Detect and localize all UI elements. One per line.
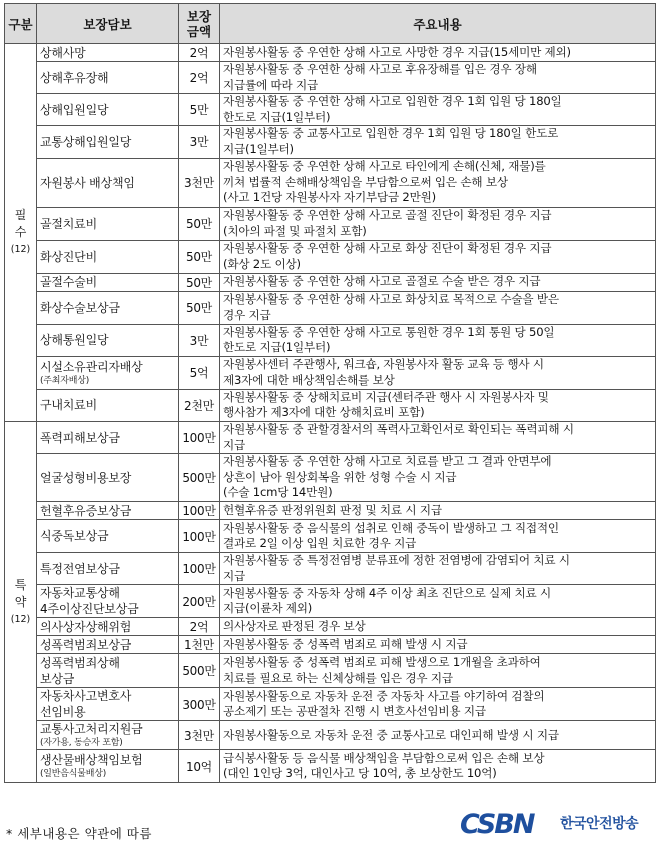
coverage-name-line: 폭력피해보상금 [40, 430, 120, 445]
coverage-name-line: 자동차교통상해 [40, 586, 120, 601]
description-line: 지급 [223, 568, 245, 583]
coverage-row [5, 636, 656, 654]
coverage-row [5, 62, 656, 94]
group-label: 특 [14, 577, 27, 592]
description-line: 자원봉사활동 중 우연한 상해 사고로 후유장해를 입은 경우 장해 [223, 62, 537, 76]
description-line: 자원봉사활동 중 우연한 상해 사고로 타인에게 손해(신체, 재물)를 [223, 159, 546, 174]
coverage-description [220, 44, 656, 62]
coverage-row [5, 324, 656, 356]
description-line: 자원봉사활동 중 우연한 상해 사고로 골절 진단이 확정된 경우 지급 [223, 207, 552, 222]
coverage-row [5, 721, 656, 750]
coverage-amount: 500만 [179, 654, 220, 688]
coverage-amount: 500만 [179, 454, 220, 502]
coverage-description [220, 553, 656, 585]
coverage-name-line: 상해사망 [40, 45, 86, 60]
description-line: 공소제기 또는 공판절차 진행 시 변호사선임비용 지급 [223, 704, 486, 719]
coverage-name-line: 교통상해입원일당 [40, 134, 132, 149]
coverage-amount: 100만 [179, 553, 220, 585]
coverage-name-line: 식중독보상금 [40, 529, 109, 544]
coverage-description [220, 421, 656, 453]
coverage-name [37, 356, 179, 389]
coverage-row [5, 553, 656, 585]
coverage-description [220, 502, 656, 520]
coverage-amount: 50만 [179, 291, 220, 324]
group-label: 약 [14, 594, 27, 609]
coverage-amount: 100만 [179, 520, 220, 553]
coverage-description [220, 158, 656, 207]
coverage-name-line: 화상수술보상금 [40, 300, 120, 315]
coverage-row [5, 158, 656, 207]
coverage-name [37, 721, 179, 750]
description-line: 끼쳐 법률적 손해배상책임을 부담함으로써 입은 손해 보상 [223, 174, 508, 189]
coverage-description [220, 94, 656, 126]
header-amount: 보장 금액 [179, 4, 220, 44]
description-line: 자원봉사활동 중 특정전염병 분류표에 정한 전염병에 감염되어 치료 시 [223, 553, 570, 568]
coverage-name [37, 750, 179, 783]
description-line: 자원봉사활동 중 성폭력 범죄로 피해 발생 시 지급 [223, 637, 468, 652]
description-line: 자원봉사활동 중 성폭력 범죄로 피해 발생으로 1개월을 초과하여 [223, 655, 541, 670]
coverage-amount: 2천만 [179, 389, 220, 421]
coverage-row [5, 240, 656, 273]
header-group: 구분 [5, 4, 37, 44]
description-line: 자원봉사활동으로 자동차 운전 중 자동차 사고를 야기하여 검찰의 [223, 688, 545, 703]
coverage-row [5, 44, 656, 62]
coverage-description [220, 126, 656, 158]
coverage-name-note: (주최자배상) [40, 375, 90, 386]
coverage-description [220, 273, 656, 291]
coverage-amount: 300만 [179, 688, 220, 721]
coverage-name-line: 상해통원일당 [40, 333, 109, 348]
coverage-row [5, 389, 656, 421]
broadcaster-logo [460, 809, 638, 837]
coverage-row [5, 520, 656, 553]
coverage-amount: 1천만 [179, 636, 220, 654]
coverage-name [37, 585, 179, 618]
coverage-description [220, 207, 656, 240]
description-line: 한도로 지급(1일부터) [223, 109, 331, 124]
coverage-description [220, 240, 656, 273]
group-label: 필 [14, 207, 27, 222]
coverage-description [220, 636, 656, 654]
description-line: 헌혈후유증 판정위원회 판정 및 치료 시 지급 [223, 502, 442, 517]
coverage-name-line: 특정전염보상금 [40, 561, 120, 576]
coverage-name-note: (일반음식물배상) [40, 769, 107, 780]
coverage-amount: 3만 [179, 324, 220, 356]
description-line: 자원봉사활동 중 우연한 상해 사고로 화상치료 목적으로 수술을 받은 [223, 291, 559, 306]
coverage-name-note: (자가용, 동승자 포함) [40, 738, 123, 749]
coverage-name-line: 자동차사고변호사 [40, 689, 132, 704]
coverage-name-line: 상해후유장해 [40, 70, 109, 85]
coverage-amount: 50만 [179, 207, 220, 240]
coverage-name [37, 421, 179, 453]
broadcaster-name: 한국안전방송 [560, 816, 639, 832]
coverage-name-line: 생산물배상책임보험 [40, 753, 143, 768]
coverage-description [220, 356, 656, 389]
group-cell [5, 421, 37, 782]
coverage-row [5, 618, 656, 636]
coverage-name-line: 성폭력범죄보상금 [40, 637, 132, 652]
group-cell [5, 44, 37, 422]
coverage-row [5, 356, 656, 389]
coverage-description [220, 750, 656, 783]
coverage-row [5, 654, 656, 688]
coverage-amount: 50만 [179, 273, 220, 291]
coverage-name-line: 구내치료비 [40, 398, 97, 413]
header-name: 보장담보 [37, 4, 179, 44]
coverage-name-line: 교통사고처리지원금 [40, 722, 143, 737]
description-line: (화상 2도 이상) [223, 256, 301, 271]
coverage-row [5, 585, 656, 618]
coverage-name [37, 454, 179, 502]
description-line: 의사상자로 판정된 경우 보상 [223, 619, 366, 634]
description-line: (대인 1인당 3억, 대인사고 당 10억, 총 보상한도 10억) [223, 766, 497, 781]
coverage-name-line: 골절치료비 [40, 216, 97, 231]
description-line: (사고 1건당 자원봉사자 자기부담금 2만원) [223, 190, 436, 205]
coverage-row [5, 688, 656, 721]
coverage-description [220, 585, 656, 618]
coverage-name-line: 골절수술비 [40, 275, 97, 290]
coverage-description [220, 389, 656, 421]
coverage-row [5, 421, 656, 453]
description-line: 경우 지급 [223, 307, 271, 322]
coverage-amount: 200만 [179, 585, 220, 618]
coverage-row [5, 454, 656, 502]
description-line: 제3자에 대한 배상책임손해를 보상 [223, 372, 395, 387]
description-line: 상흔이 남아 원상회복을 위한 성형 수술 시 지급 [223, 469, 457, 484]
description-line: 자원봉사활동 중 음식물의 섭취로 인해 중독이 발생하고 그 직접적인 [223, 520, 559, 535]
coverage-name [37, 389, 179, 421]
group-label: 수 [14, 224, 27, 239]
description-line: 자원봉사활동 중 자동차 상해 4주 이상 최초 진단으로 실제 치료 시 [223, 585, 552, 600]
description-line: 자원봉사활동 중 상해치료비 지급(센터주관 행사 시 자원봉사자 및 [223, 389, 549, 404]
coverage-amount: 10억 [179, 750, 220, 783]
coverage-name [37, 291, 179, 324]
coverage-row [5, 750, 656, 783]
coverage-amount: 3만 [179, 126, 220, 158]
coverage-amount: 3천만 [179, 158, 220, 207]
coverage-name-line: 얼굴성형비용보장 [40, 470, 132, 485]
coverage-amount: 2억 [179, 618, 220, 636]
description-line: 자원봉사활동 중 교통사고로 입원한 경우 1회 입원 당 180일 한도로 [223, 126, 559, 141]
coverage-name-line: 상해입원일당 [40, 102, 109, 117]
description-line: 지급(1일부터) [223, 141, 294, 156]
coverage-amount: 5만 [179, 94, 220, 126]
coverage-amount: 3천만 [179, 721, 220, 750]
coverage-row [5, 273, 656, 291]
header-desc: 주요내용 [220, 4, 656, 44]
description-line: 자원봉사활동 중 우연한 상해 사고로 화상 진단이 확정된 경우 지급 [223, 240, 552, 255]
description-line: 지급(이륜차 제외) [223, 601, 313, 616]
coverage-name [37, 502, 179, 520]
coverage-description [220, 454, 656, 502]
coverage-amount: 2억 [179, 44, 220, 62]
coverage-table [4, 3, 656, 783]
description-line: (수술 1cm당 14만원) [223, 485, 333, 500]
coverage-amount: 100만 [179, 502, 220, 520]
coverage-name [37, 62, 179, 94]
description-line: 자원봉사활동 중 우연한 상해 사고로 사망한 경우 지급(15세미만 제외) [223, 44, 571, 59]
coverage-name [37, 618, 179, 636]
coverage-name-line: 자원봉사 배상책임 [40, 175, 135, 190]
description-line: 자원봉사활동으로 자동차 운전 중 교통사고로 대인피해 발생 시 지급 [223, 727, 559, 742]
coverage-description [220, 721, 656, 750]
coverage-amount: 2억 [179, 62, 220, 94]
coverage-row [5, 126, 656, 158]
coverage-row [5, 207, 656, 240]
header-row [5, 4, 656, 44]
coverage-description [220, 654, 656, 688]
coverage-row [5, 502, 656, 520]
description-line: 자원봉사활동 중 관할경찰서의 폭력사고확인서로 확인되는 폭력피해 시 [223, 421, 574, 436]
coverage-name-line: 헌혈후유증보상금 [40, 503, 132, 518]
coverage-row [5, 291, 656, 324]
description-line: 자원봉사활동 중 우연한 상해 사고로 입원한 경우 1회 입원 당 180일 [223, 94, 562, 109]
svg-text:CSBN: CSBN [460, 809, 534, 837]
description-line: 자원봉사활동 중 우연한 상해 사고로 통원한 경우 1회 통원 당 50일 [223, 324, 555, 339]
coverage-name-line: 4주이상진단보상금 [40, 602, 139, 617]
group-count: (12) [10, 613, 31, 625]
coverage-name-line: 화상진단비 [40, 249, 97, 264]
coverage-amount: 5억 [179, 356, 220, 389]
coverage-name [37, 240, 179, 273]
coverage-name [37, 520, 179, 553]
coverage-description [220, 324, 656, 356]
coverage-name [37, 44, 179, 62]
description-line: 급식봉사활동 등 음식물 배상책임을 부담함으로써 입은 손해 보상 [223, 750, 545, 765]
description-line: 결과로 2일 이상 입원 치료한 경우 지급 [223, 536, 417, 551]
coverage-description [220, 291, 656, 324]
coverage-description [220, 62, 656, 94]
description-line: 행사참가 제3자에 대한 상해치료비 포함) [223, 405, 425, 420]
coverage-name [37, 553, 179, 585]
coverage-name [37, 688, 179, 721]
description-line: (치아의 파절 및 파절치 포함) [223, 223, 367, 238]
coverage-name-line: 보상금 [40, 671, 75, 686]
coverage-name [37, 636, 179, 654]
coverage-row [5, 94, 656, 126]
coverage-name-line: 시설소유관리자배상 [40, 359, 143, 374]
coverage-amount: 100만 [179, 421, 220, 453]
group-count: (12) [10, 243, 31, 255]
coverage-description [220, 520, 656, 553]
coverage-name [37, 94, 179, 126]
coverage-description [220, 688, 656, 721]
coverage-amount: 50만 [179, 240, 220, 273]
coverage-name-line: 선임비용 [40, 705, 86, 720]
description-line: 한도로 지급(1일부터) [223, 340, 331, 355]
footnote: * 세부내용은 약관에 따름 [6, 826, 152, 841]
coverage-description [220, 618, 656, 636]
description-line: 자원봉사활동 중 우연한 상해 사고로 골절로 수술 받은 경우 지급 [223, 274, 541, 289]
coverage-name [37, 207, 179, 240]
coverage-name-line: 성폭력범죄상해 [40, 655, 120, 670]
coverage-name [37, 126, 179, 158]
coverage-name [37, 324, 179, 356]
coverage-name-line: 의사상자상해위험 [40, 619, 132, 634]
coverage-name [37, 654, 179, 688]
coverage-name [37, 273, 179, 291]
description-line: 자원봉사센터 주관행사, 워크숍, 자원봉사자 활동 교육 등 행사 시 [223, 357, 544, 372]
description-line: 지급률에 따라 지급 [223, 77, 318, 92]
description-line: 자원봉사활동 중 우연한 상해 사고로 치료를 받고 그 결과 안면부에 [223, 454, 552, 469]
description-line: 지급 [223, 437, 245, 452]
description-line: 치료를 필요로 하는 신체상해를 입은 경우 지급 [223, 670, 453, 685]
csbn-logo-icon [460, 809, 556, 837]
coverage-name [37, 158, 179, 207]
